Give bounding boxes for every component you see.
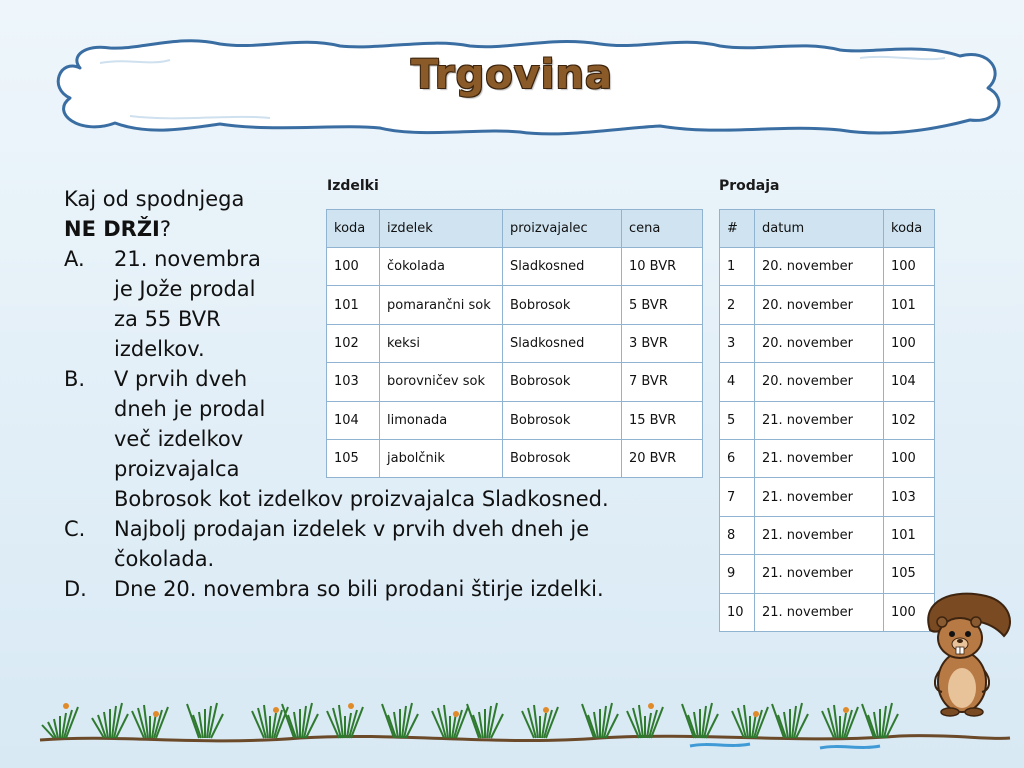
table-cell: 5 — [720, 401, 755, 439]
table-cell: 101 — [884, 286, 935, 324]
grass-blade — [772, 704, 784, 738]
table-cell: 7 BVR — [622, 363, 703, 401]
table-cell: 3 — [720, 324, 755, 362]
table-row — [327, 286, 703, 324]
table-row — [720, 478, 935, 516]
table-cell: 20. november — [755, 286, 884, 324]
option-b-line-4: proizvajalca — [114, 457, 240, 481]
table-cell: 100 — [884, 324, 935, 362]
table-row — [720, 516, 935, 554]
option-a-line-2: je Jože prodal — [114, 277, 256, 301]
column-header: koda — [327, 210, 380, 248]
table-cell: limonada — [380, 401, 503, 439]
table-cell: 20. november — [755, 248, 884, 286]
option-c[interactable] — [64, 514, 674, 574]
grass-blade — [187, 704, 199, 738]
option-b-line-2: dneh je prodal — [114, 397, 266, 421]
table-cell: 21. november — [755, 593, 884, 631]
table-cell: Bobrosok — [503, 401, 622, 439]
option-letter: B. — [64, 367, 86, 391]
table-cell: pomarančni sok — [380, 286, 503, 324]
table-cell: 1 — [720, 248, 755, 286]
table-cell: 2 — [720, 286, 755, 324]
water-puddle — [690, 744, 880, 748]
table-cell: 7 — [720, 478, 755, 516]
table-cell: 103 — [884, 478, 935, 516]
table-cell: 100 — [884, 593, 935, 631]
option-a-line-4: izdelkov. — [114, 337, 205, 361]
table-cell: 20. november — [755, 324, 884, 362]
table-cell: 9 — [720, 555, 755, 593]
table-header-row — [720, 210, 935, 248]
table-cell: 3 BVR — [622, 324, 703, 362]
grass-blade — [467, 704, 479, 738]
column-header: # — [720, 210, 755, 248]
column-header: proizvajalec — [503, 210, 622, 248]
table-row — [720, 593, 935, 631]
table-cell: 101 — [884, 516, 935, 554]
column-header: koda — [884, 210, 935, 248]
table-cell: Bobrosok — [503, 439, 622, 477]
flower-bud — [273, 707, 279, 713]
table-cell: 20. november — [755, 363, 884, 401]
option-letter: A. — [64, 247, 85, 271]
table-cell: borovničev sok — [380, 363, 503, 401]
page-title: Trgovina — [411, 52, 613, 98]
table-cell: 105 — [884, 555, 935, 593]
table-row — [327, 401, 703, 439]
table-cell: 10 BVR — [622, 248, 703, 286]
column-header: datum — [755, 210, 884, 248]
option-letter: C. — [64, 517, 86, 541]
prodaja-table — [719, 209, 935, 632]
table-cell: 101 — [327, 286, 380, 324]
option-letter: D. — [64, 577, 87, 601]
flower-bud — [543, 707, 549, 713]
flower-bud — [753, 711, 759, 717]
table-cell: 100 — [884, 439, 935, 477]
flower-bud — [153, 711, 159, 717]
table-cell: 8 — [720, 516, 755, 554]
table-row — [327, 439, 703, 477]
table-cell: 100 — [884, 248, 935, 286]
izdelki-table — [326, 209, 703, 478]
table-row — [720, 324, 935, 362]
table-row — [327, 363, 703, 401]
option-b-line-5: Bobrosok kot izdelkov proizvajalca Sladkosned. — [114, 487, 609, 511]
table-row — [720, 555, 935, 593]
ground-line — [40, 736, 1010, 741]
table-cell: 103 — [327, 363, 380, 401]
column-header: izdelek — [380, 210, 503, 248]
flower-bud — [648, 703, 654, 709]
table-cell: 105 — [327, 439, 380, 477]
question-suffix: ? — [159, 217, 172, 241]
table-cell: čokolada — [380, 248, 503, 286]
option-a-line-1: 21. novembra — [114, 247, 261, 271]
table-cell: Sladkosned — [503, 248, 622, 286]
table-cell: Bobrosok — [503, 286, 622, 324]
grass-strip-decoration — [0, 668, 1024, 768]
table-cell: Bobrosok — [503, 363, 622, 401]
table-cell: jabolčnik — [380, 439, 503, 477]
grass-blade — [862, 704, 874, 738]
question-prefix: Kaj od spodnjega — [64, 187, 245, 211]
table-header-row — [327, 210, 703, 248]
table-cell: 104 — [884, 363, 935, 401]
option-d[interactable] — [64, 574, 674, 604]
grass-blade — [382, 704, 394, 738]
table-cell: 21. november — [755, 516, 884, 554]
table-cell: 21. november — [755, 439, 884, 477]
table-cell: keksi — [380, 324, 503, 362]
table-row — [720, 439, 935, 477]
beaver-mascot-icon — [924, 590, 1016, 720]
table-cell: 102 — [327, 324, 380, 362]
table-cell: 6 — [720, 439, 755, 477]
table-cell: 15 BVR — [622, 401, 703, 439]
table-row — [327, 324, 703, 362]
grass-blade — [682, 704, 694, 738]
option-b-line-1: V prvih dveh — [114, 367, 248, 391]
flower-bud — [348, 703, 354, 709]
flower-bud — [453, 711, 459, 717]
grass-blade — [582, 704, 594, 738]
option-b-line-3: več izdelkov — [114, 427, 244, 451]
option-d-line-1: Dne 20. novembra so bili prodani štirje izdelki. — [114, 577, 604, 601]
flower-bud — [843, 707, 849, 713]
table-cell: 102 — [884, 401, 935, 439]
table-cell: 4 — [720, 363, 755, 401]
table-cell: 21. november — [755, 401, 884, 439]
table-cell: 5 BVR — [622, 286, 703, 324]
table-cell: 10 — [720, 593, 755, 631]
option-c-line-1: Najbolj prodajan izdelek v prvih dveh dneh je — [114, 517, 590, 541]
table-cell: 104 — [327, 401, 380, 439]
table-cell: 100 — [327, 248, 380, 286]
prodaja-caption: Prodaja — [719, 178, 780, 194]
table-cell: Sladkosned — [503, 324, 622, 362]
table-cell: 21. november — [755, 555, 884, 593]
question-emphasis: NE DRŽI — [64, 217, 160, 241]
flower-bud — [63, 703, 69, 709]
table-row — [327, 248, 703, 286]
table-row — [720, 286, 935, 324]
table-cell: 21. november — [755, 478, 884, 516]
option-c-line-2: čokolada. — [114, 547, 215, 571]
table-row — [720, 363, 935, 401]
option-a-line-3: za 55 BVR — [114, 307, 221, 331]
column-header: cena — [622, 210, 703, 248]
izdelki-caption: Izdelki — [327, 178, 379, 194]
table-row — [720, 401, 935, 439]
table-row — [720, 248, 935, 286]
table-cell: 20 BVR — [622, 439, 703, 477]
